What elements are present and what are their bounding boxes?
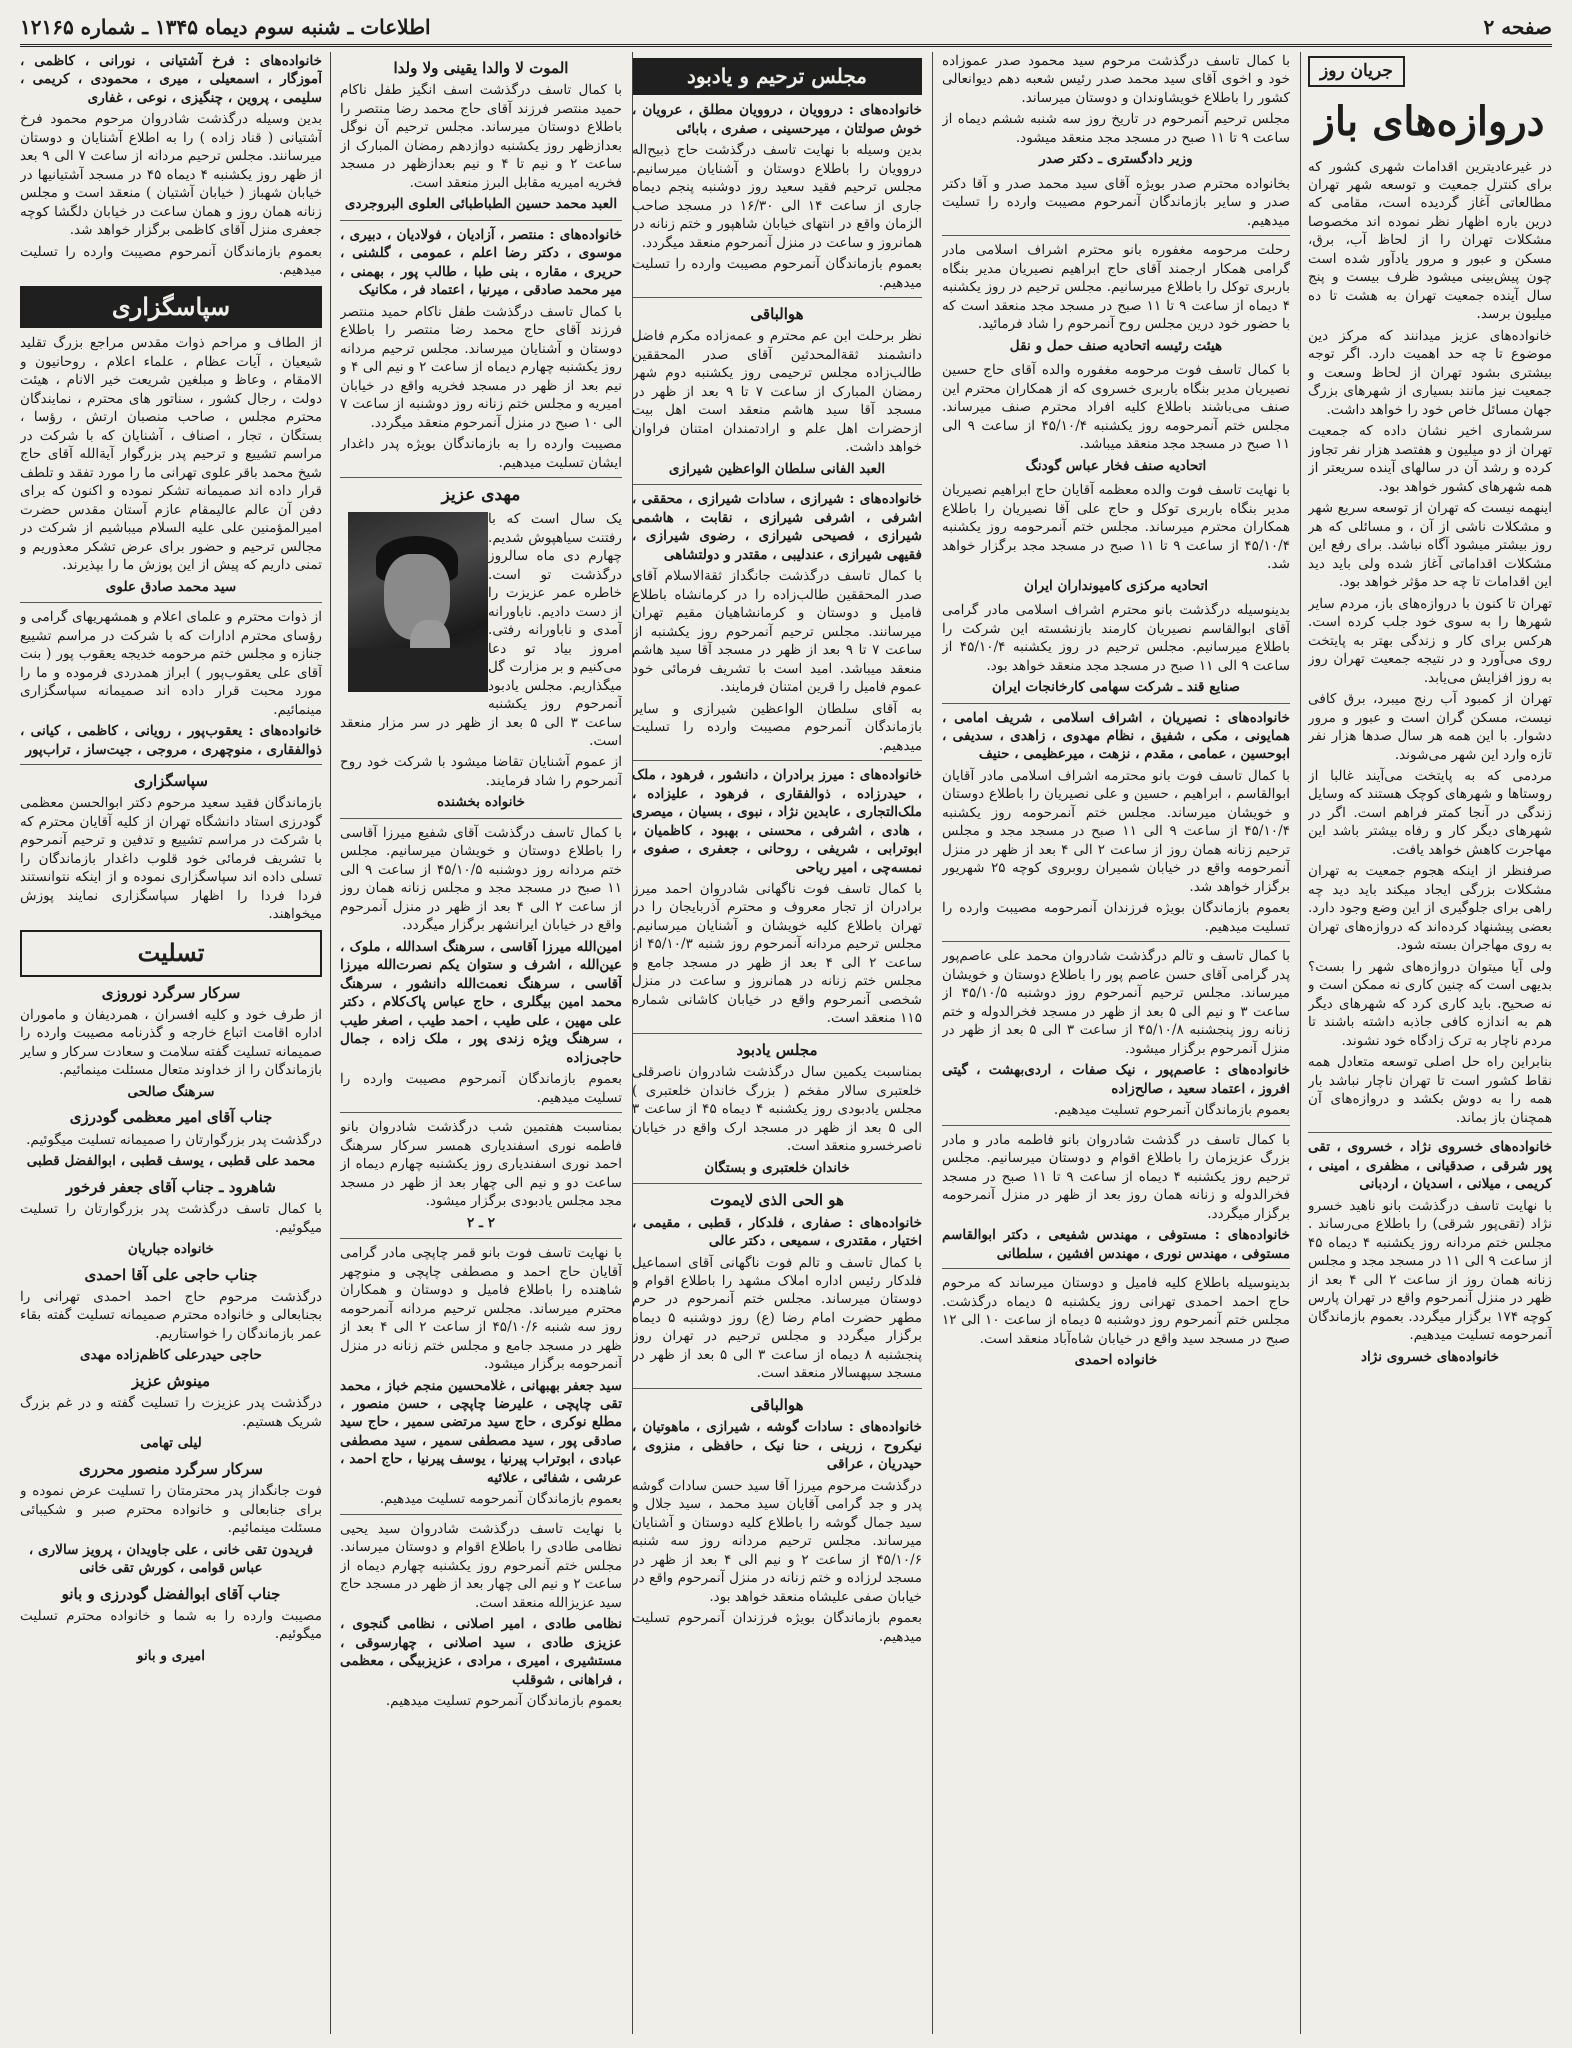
- notice-body: نظر برحلت ابن عم محترم و عمه‌زاده مکرم فاضل دانشمند ثقة‌المحدثین آقای صدر المحققین طالب‌زاده مجلس ترحیمی روز یکشنبه دوم شهر رمضان المبارک از ساعت ۷ تا ۹ بعد از ظهر در مسجد آقا سید هاشم منعقد است اهل بیت ازحضرات اهل علم و ارادتمندان امتنان فراوان خواهد داشت.: [632, 328, 922, 456]
- divider: [340, 1112, 622, 1113]
- notice-title: هوالباقی: [750, 305, 804, 324]
- condolence-body: فوت جانگداز پدر محترمتان را تسلیت عرض نموده و برای جنابعالی و خانواده محترم صبر و شکیبائی مسئلت مینمائیم.: [20, 1483, 322, 1537]
- divider: [942, 941, 1290, 942]
- masthead: [20, 10, 1552, 47]
- notice-title: مجلس یادبود: [736, 1040, 818, 1059]
- condolence-body: مصیبت وارده را به شما و خانواده محترم تسلیت میگوئیم.: [20, 1607, 322, 1643]
- paragraph: در غیرعادیترین اقدامات شهری کشور که برای کنترل جمعیت و توسعه شهر تهران مطالعاتی آغاز گردیده است، مقامی که درین باره اظهار نظر نموده اند مخصوصا مشکلات تهران را از لحاظ آب، برق، مسکن و عبور و مرور یادآور شده است چون پیش‌بینی میشود ظرف بیست و پنج سال آینده جمعیت تهران به هشت تا ده میلیون برسد.: [1308, 158, 1552, 323]
- condolence-recipient: جناب آقای ابوالفضل گودرزی و بانو: [61, 1584, 281, 1603]
- notice-body: با کمال تاسف درگذشت مرحوم سید محمود صدر عموزاده خود و اخوی آقای سید محمد صدر رئیس شعبه دهم دیوانعالی کشور را باطلاع خویشاوندان و دوستان میرساند.: [942, 53, 1290, 106]
- notice-body: از الطاف و مراحم ذوات مقدس مراجع بزرگ تقلید شیعیان ، آیات عظام ، علماء اعلام ، روحانیون و الامقام ، وعاظ و مبلغین شریعت خیر الانام ، هیئت دولت ، رجال کشور ، سناتور های محترم ، نمایندگان محترم مجلس ، صاحب منصبان ارتش ، رؤسا ، بستگان ، تجار ، اصناف ، آشنایان که با شرکت در مراسم تشییع و ترحیم پدر بزرگوار آیة‌الله آقای حاج شیخ محمد باقر علوی تهرانی ما را مورد تفقد و تلطف قرار داده اند صمیمانه تشکر نموده و اکنون که برای دفن آن عالم عالیمقام عازم آستان مقدس حضرت امیرالمؤمنین علی علیه السلام میباشیم از شرکت در مجالس ترحیم و حضور برای عرض تشکر معذوریم و تمنی داریم که پیش از این پوزش ما را بپذیرند.: [20, 335, 322, 574]
- notice-body: از ذوات محترم و علمای اعلام و همشهریهای گرامی و رؤسای محترم ادارات که با شرکت در مراسم تشییع جنازه و مجلس ختم مرحومه خدیجه یعقوب پور ( بنت آقای علی یعقوب‌پور ) ابراز همدردی فرموده و ما را مورد محبت قرار داده اند صمیمانه سپاسگزاری مینمائیم.: [20, 609, 322, 718]
- condolence-recipient: سرکار سرگرد منصور محرری: [79, 1459, 263, 1478]
- column-rule: [932, 52, 933, 2034]
- section-banner-memorials: مجلس ترحیم و یادبود: [632, 58, 922, 95]
- divider: [20, 764, 322, 765]
- column-rule: [632, 52, 633, 2034]
- divider: [340, 1514, 622, 1515]
- notice-heading: خانواده‌های : فرخ آشتیانی ، نورانی ، کاظمی ، آموزگار ، اسمعیلی ، میری ، محمودی ، کریمی ، سلیمی ، پروین ، چنگیزی ، نوعی ، غفاری: [20, 53, 322, 106]
- notice-body: با نهایت تاسف درگذشت شادروان سید یحیی نظامی طادی را باطلاع اقوام و دوستان میرساند. مجلس ختم آنمرحوم روز یکشنبه چهارم دیماه از ساعت ۲ و نیم الی چهار بعد از ظهر در مسجد حاج سید عزیزالله منعقد است.: [340, 1520, 622, 1611]
- divider: [942, 235, 1290, 236]
- condolence-recipient: شاهرود ـ جناب آقای جعفر فرخور: [66, 1177, 276, 1196]
- editorial-headline: دروازه‌های باز: [1315, 98, 1545, 146]
- notice-title: سپاسگزاری: [134, 772, 208, 791]
- paragraph: بنابراین راه حل اصلی توسعه متعادل همه نقاط کشور است تا تهران ناچار نباشد بار همه را به دوش بکشد و دروازه‌های آن همچنان باز بماند.: [1308, 1054, 1552, 1126]
- condolence-signature: سرهنگ صالحی: [127, 1083, 215, 1100]
- notice-signature: خانواده بخشنده: [436, 794, 526, 811]
- notice-body: با کمال تاسف و تالم فوت ناگهانی آقای اسماعیل فلدکار رئیس اداره املاک مشهد را باطلاع اقوام و دوستان میرساند. مجلس ختم آنمرحوم در حرم مطهر حضرت امام رضا (ع) روز دوشنبه ۵ دیماه برگزار میگردد و مجلس ترحیم در تهران روز پنجشنبه ۸ دیماه از ساعت ۳ الی ۵ بعد از ظهر در مسجد سپهسالار منعقد است.: [632, 1254, 922, 1382]
- notice-signature: اتحادیه مرکزی کامیونداران ایران: [1023, 577, 1209, 594]
- notice-heading: سید جعفر بهبهانی ، غلامحسین منجم خباز ، محمد تقی چاپچی ، علیرضا چاپچی ، حسن منصور ، مطلع نوکری ، حاج سید مرتضی سمیر ، حاج سید صادقی پور ، سید مصطفی سمیر ، سید مصطفی عبادی ، ابوتراب پیرنیا ، یوسف پیرنیا ، حاج احمد ، عرشی ، شفائی ، علائیه: [340, 1377, 622, 1486]
- notice-body: یک سال است که با رفتنت سیاهپوش شدیم. چهارم دی ماه سالروز درگذشت تو است. خاطره عمر عزیزت را از دست دادیم. ناباورانه آمدی و ناباورانه رفتی. امروز بیاد تو دعا می‌کنیم و بر مزارت گل میگذاریم. مجلس یادبود آنمرحوم روز یکشنبه ساعت ۳ الی ۵ بعد از ظهر در سر مزار منعقد است.: [340, 511, 622, 749]
- notice-body: از عموم آشنایان تقاضا میشود با شرکت خود روح آنمرحوم را شاد فرمایند.: [340, 754, 622, 789]
- divider: [1308, 1132, 1552, 1133]
- paragraph: خانواده‌های عزیز میدانند که مرکز دین موضوع تا چه حد اهمیت دارد. اگر توجه بیشتری بشود تهران از لحاظ وسعت و جمعیت نیز مانند بسیاری از شهرهای بزرگ جهان مسائل خاص خود را خواهد داشت.: [1308, 327, 1552, 418]
- notice-body: با کمال تاسف و تالم درگذشت شادروان محمد علی عاصم‌پور پدر گرامی آقای حسن عاصم پور را باطلاع دوستان و خویشان میرساند. مجلس ترحیم آنمرحوم روز دوشنبه ۴۵/۱۰/۵ از ساعت ۳ و نیم الی ۵ بعد از ظهر در مسجد فخرالدوله و ختم زنانه روز پنجشنبه ۴۵/۱۰/۸ از ساعت ۳ الی ۵ بعد از ظهر در منزل آنمرحوم برگزار میشود.: [942, 948, 1290, 1057]
- notice-heading: خانواده‌های خسروی نژاد ، خسروی ، تقی پور شرقی ، صدقیانی ، مظفری ، امینی ، کریمی ، میلانی ، اسدیان ، اردبانی: [1308, 1139, 1552, 1193]
- notice-signature: خانواده‌های خسروی نژاد: [1360, 1348, 1500, 1365]
- notice-body: بمناسبت یکمین سال درگذشت شادروان ناصرقلی خلعتبری سالار مفخم ( بزرگ خاندان خلعتبری ) مجلس یادبودی روز یکشنبه ۴ دیماه ۴۵ از ساعت ۳ الی ۵ بعد از ظهر در مسجد ارک واقع در خیابان ناصرخسرو منعقد است.: [632, 1064, 922, 1155]
- notice-signature: وزیر دادگستری ـ دکتر صدر: [1039, 151, 1193, 168]
- notice-heading: خانواده‌های : صفاری ، فلدکار ، قطبی ، مقیمی ، اختیار ، مقتدری ، سمیعی ، دکتر عالی: [632, 1214, 922, 1250]
- notice-body: رحلت مرحومه مغفوره بانو محترم اشراف اسلامی مادر گرامی همکار ارجمند آقای حاج ابراهیم نصیریان مدیر بنگاه باربری توکل را باطلاع میرسانیم. مجلس ترحیم در روز یکشنبه ۴ دیماه از ساعت ۹ تا ۱۱ صبح در مسجد مجد منعقد است که با حضور خود درین مجلس روح آنمرحوم را شاد فرمائید.: [942, 242, 1290, 333]
- paragraph: اینهمه نیست که تهران از توسعه سریع شهر و مشکلات ناشی از آن ، و مسائلی که هر روز بیشتر میشود آگاه نباشد. برای رفع این مشکلات اقداماتی آغاز شده ولی باید دید این اقدامات تا چه حد مؤثر خواهد بود.: [1308, 500, 1552, 591]
- paragraph: تهران تا کنون با دروازه‌های باز، مردم سایر شهرها را به سوی خود جلب کرده است. هرکس برای کار و زندگی بهتر به پایتخت روی می‌آورد و در نتیجه جمعیت تهران روز به روز افزایش می‌یابد.: [1308, 595, 1552, 686]
- notice-signature: اتحادیه صنف فخار عباس گودنگ: [1025, 457, 1207, 474]
- divider: [632, 484, 922, 485]
- column-obituaries-3: [340, 52, 622, 2034]
- section-banner-condolences: تسلیت: [20, 930, 322, 977]
- notice-signature: هیئت رئیسه اتحادیه صنف حمل و نقل: [1009, 337, 1223, 354]
- section-banner-thanks: سپاسگزاری: [20, 286, 322, 329]
- condolence-signature: حاجی حیدرعلی کاظم‌زاده مهدی: [80, 1347, 262, 1364]
- divider: [942, 1125, 1290, 1126]
- notice-signature: ۲ ـ ۲: [466, 1214, 496, 1231]
- notice-body: با کمال تاسف در گذشت شادروان بانو فاطمه مادر و مادر بزرگ عزیزمان را باطلاع اقوام و دوستان میرسانیم. مجلس ترحیم روز یکشنبه ۴ دیماه از ساعت ۹ تا ۱۱ صبح در مسجد فخرالدوله و زنانه همان روز بعد از ظهر در منزل آنمرحومه برگزار میگردد.: [942, 1131, 1290, 1222]
- condolence-signature: محمد علی قطبی ، یوسف قطبی ، ابوالفضل قطبی: [26, 1153, 316, 1170]
- notice-body: بدینوسیله باطلاع کلیه فامیل و دوستان میرساند که مرحوم حاج احمد احمدی تهرانی روز یکشنبه ۵ دیماه درگذشت. مجلس ختم آنمرحوم روز دوشنبه ۵ دیماه از ساعت ۱۰ الی ۱۲ صبح در مسجد سید واقع در خیابان شاه‌آباد منعقد است.: [942, 1275, 1290, 1347]
- condolence-signature: لیلی تهامی: [140, 1435, 202, 1452]
- notice-body: مصیبت وارده را به بازماندگان بویژه پدر داغدار ایشان تسلیت میدهیم.: [340, 436, 622, 471]
- condolence-recipient: جناب حاجی علی آقا احمدی: [84, 1265, 258, 1284]
- condolence-body: درگذشت پدر عزیزت را تسلیت گفته و در غم بزرگ شریک هستیم.: [20, 1395, 322, 1430]
- divider: [340, 1238, 622, 1239]
- column-obituaries-1: [942, 52, 1290, 2034]
- condolence-signature: امیری و بانو: [136, 1647, 206, 1664]
- page-number: صفحه ۲: [1483, 15, 1552, 39]
- notice-body: با کمال تاسف فوت بانو محترمه اشراف اسلامی مادر آقایان ابوالقاسم ، ابراهیم ، حسین و علی نصیریان را باطلاع دوستان و خویشان میرساند. مجلس ختم آنمرحومه روز یکشنبه ۴۵/۱۰/۴ از ساعت ۹ الی ۱۱ صبح در مسجد مجد و مجلس ترحیم زنانه همان روز از ساعت ۲ الی ۴ بعد از ظهر در منزل آنمرحومه واقع در خیابان شمیران روبروی کوچه ۲۵ شهریور برگزار خواهد شد.: [942, 767, 1290, 895]
- notice-body: بدین وسیله درگذشت شادروان مرحوم محمود فرخ آشتیانی ( قناد زاده ) را به اطلاع آشنایان و دوستان میرسانند. مجلس ترحیم مردانه از ساعت ۷ الی ۹ بعد از ظهر روز یکشنبه ۴ دیماه ۴۵ در مسجد آشتیانیها در خیابان شهباز ( خیابان آشتیان ) منعقد است و مجلس زنانه همان روز و همان ساعت در خیابان دلگشا کوچه جعفری منزل آقای کاظمی برگزار خواهد شد.: [20, 111, 322, 239]
- column-rule: [330, 52, 331, 2034]
- column-editorial: [1308, 52, 1552, 2034]
- portrait-photo: [348, 512, 488, 692]
- notice-title: مهدی عزیز: [441, 485, 521, 506]
- paragraph: صرفنظر از اینکه هجوم جمعیت به تهران مشکلات بزرگی ایجاد میکند باید دید چه راهی برای جلوگیری از این وضع وجود دارد. بعضی پیشنهاد کرده‌اند که دروازه‌های تهران به روی مهاجران بسته شود.: [1308, 863, 1552, 954]
- condolence-signature: فریدون تقی خانی ، علی جاویدان ، پرویز سالاری ، عباس قوامی ، کورش تقی خانی: [28, 1541, 314, 1577]
- divider: [632, 1033, 922, 1034]
- notice-signature: صنایع قند ـ شرکت سهامی کارخانجات ایران: [991, 679, 1241, 696]
- notice-signature: خانواده احمدی: [1074, 1352, 1158, 1368]
- notice-body: با نهایت تاسف فوت بانو قمر چاپچی مادر گرامی آقایان حاج احمد و مصطفی چاپچی و منوچهر شاهنده را باطلاع فامیل و دوستان و همکاران محترم میرساند. مجلس ترحیم مردانه آنمرحومه روز سه شنبه ۴۵/۱۰/۶ از ساعت ۲ الی ۴ بعد از ظهر در مسجد جامع و مجلس ختم زنانه در منزل آنمرحومه برگزار میشود.: [340, 1245, 622, 1373]
- column-obituaries-2: [632, 52, 922, 2034]
- notice-title: هو الحی الذی لایموت: [710, 1191, 844, 1210]
- notice-body: با کمال تاسف درگذشت اسف انگیز طفل ناکام حمید منتصر فرزند آقای حاج محمد رضا منتصر را باطلاع دوستان میرساند. مجلس ترحیم آن نوگل بعدازظهر روز یکشنبه دوازدهم رمضان المبارک از ساعت ۲ و نیم تا ۴ و نیم بعدازظهر در مسجد فخریه امیریه مقابل البرز منعقد است.: [340, 82, 622, 191]
- paragraph: سرشماری اخیر نشان داده که جمعیت تهران از دو میلیون و هفتصد هزار نفر تجاوز کرده و رشد آن در سالهای آینده سریعتر از همه شهرهای کشور خواهد بود.: [1308, 423, 1552, 495]
- notice-body: با نهایت تاسف فوت والده معظمه آقایان حاج ابراهیم نصیریان مدیر بنگاه باربری توکل و حاج علی آقا نصیریان را باطلاع همکاران محترم میرساند. مجلس ختم آنمرحومه روز یکشنبه ۴۵/۱۰/۴ از ساعت ۹ تا ۱۱ صبح در مسجد مجد برگزار خواهد شد.: [942, 482, 1290, 573]
- notice-body: بدین وسیله با نهایت تاسف درگذشت حاج ذبیح‌اله دروویان را باطلاع دوستان و آشنایان میرسانیم. مجلس ترحیم فقید سعید روز دوشنبه پنجم دیماه جاری از ساعت ۱۴ الی ۱۶/۳۰ در مسجد صاحب الزمان واقع در انتهای خیابان شاهپور و ختم زنانه در همانروز و ساعت در منزل آنمرحوم منعقد میگردد.: [632, 142, 922, 251]
- notice-body: بعموم بازماندگان آنمرحوم مصیبت وارده را تسلیت میدهیم.: [20, 243, 322, 279]
- paragraph: تهران از کمبود آب رنج میبرد، برق کافی نیست، مسکن گران است و عبور و مرور دشوار. با این همه هر سال صدها هزار نفر تازه وارد این شهر می‌شوند.: [1308, 691, 1552, 763]
- notice-title: هوالباقی: [750, 1395, 804, 1414]
- notice-heading: امین‌الله میرزا آقاسی ، سرهنگ اسدالله ، ملوک ، عین‌الله ، اشرف و ستوان یکم نصرت‌الله میرزا آقاسی ، سرهنگ نعمت‌الله دانشور ، سرهنگ محمد امین بیگلری ، حاج عباس پاک‌کلام ، دکتر علی مهین ، علی طیب ، احمد طیب ، اصغر طیب ، سرهنگ ویژه زندی پور ، ملک زاده ، جمال حاجی‌زاده: [340, 938, 622, 1066]
- notice-title: الموت لا والدا یقینی ولا ولدا: [393, 59, 569, 77]
- notice-body: به آقای سلطان الواعظین شیرازی و سایر بازماندگان آنمرحوم مصیبت وارده را تسلیت میدهیم.: [632, 700, 922, 754]
- divider: [340, 818, 622, 819]
- divider: [632, 760, 922, 761]
- issue-line: اطلاعات ـ شنبه سوم دیماه ۱۳۴۵ ـ شماره ۱۲۱۶۵: [20, 15, 431, 39]
- condolence-recipient: سرکار سرگرد نوروزی: [101, 983, 241, 1002]
- notice-body: با کمال تاسف فوت مرحومه مغفوره والده آقای حاج حسین نصیریان مدیر بنگاه باربری خسروی که از همکاران محترم این صنف می‌باشند باطلاع کلیه افراد محترم صنف میرساند. مجلس ختم آنمرحومه روز یکشنبه ۴۵/۱۰/۴ از ساعت ۹ الی ۱۱ صبح در مسجد مجد منعقد میباشد.: [942, 362, 1290, 453]
- notice-body: بعموم بازماندگان آنمرحوم تسلیت میدهیم.: [385, 1693, 622, 1710]
- notice-body: بمناسبت هفتمین شب درگذشت شادروان بانو فاطمه نوری اسفندیاری همسر سرکار سرهنگ احمد نوری اسفندیاری روز یکشنبه چهارم دیماه از ساعت دو و نیم الی چهار بعد از ظهر در مسجد مجد مجلس یادبودی برگزار میشود.: [340, 1119, 622, 1210]
- notice-heading: خانواده‌های : سادات گوشه ، شیرازی ، ماهوتیان ، نیکروح ، زرینی ، حنا نیک ، حافظی ، منزوی ، حیدریان ، عراقی: [632, 1419, 922, 1473]
- notice-body: بعموم بازماندگان آنمرحوم تسلیت میدهیم.: [1053, 1102, 1290, 1119]
- notice-body: بعموم بازماندگان آنمرحومه تسلیت میدهیم.: [379, 1491, 622, 1508]
- notice-body: مجلس ترحیم آنمرحوم در تاریخ روز سه شنبه ششم دیماه از ساعت ۹ تا ۱۱ صبح در مسجد مجد منعقد میشود.: [942, 111, 1290, 146]
- notice-body: بعموم بازماندگان آنمرحوم مصیبت وارده را تسلیت میدهیم.: [632, 256, 922, 291]
- paragraph: ولی آیا میتوان دروازه‌های شهر را بست؟ بدیهی است که چنین کاری نه ممکن است و نه صحیح. باید کاری کرد که شهرهای دیگر هم به اندازه کافی جاذبه داشته باشند تا مردم ناچار به ترک زادگاه خود نشوند.: [1308, 958, 1552, 1049]
- notice-body: با کمال تاسف درگذشت طفل ناکام حمید منتصر فرزند آقای حاج محمد رضا منتصر را باطلاع دوستان و آشنایان میرساند. مجلس ترحیم مردانه روز یکشنبه چهارم دیماه از ساعت ۲ و نیم الی ۴ و نیم بعد از ظهر در مسجد فخریه واقع در خیابان امیریه و مجلس ختم زنانه روز دوشنبه از ساعت ۷ الی ۱۰ صبح در منزل آنمرحوم منعقد میگردد.: [340, 303, 622, 431]
- condolence-body: از طرف خود و کلیه افسران ، همردیفان و ماموران اداره اقامت اتباع خارجه و گذرنامه مصیبت وارده را صمیمانه تسلیت گفته سلامت و سعادت سرکار و سایر بازماندگان را از خداوند متعال مسئلت مینمائیم.: [20, 1006, 322, 1079]
- notice-heading: خانواده‌های : منتصر ، آزادیان ، فولادیان ، دبیری ، موسوی ، دکتر رضا اعلم ، عمومی ، گلشنی ، حریری ، مقاره ، بنی طبا ، طالب پور ، بهمنی ، میر محمد صادقی ، میرنیا ، اعتماد فر ، مکانیک: [340, 226, 622, 299]
- notice-signature: العبد الفانی سلطان الواعظین شیرازی: [668, 460, 886, 477]
- divider: [942, 1268, 1290, 1269]
- paragraph: مردمی که به پایتخت می‌آیند غالبا از روستاها و شهرهای کوچک هستند که وسایل زندگی در آنجا کمتر فراهم است. اگر در شهرهای دیگر کار و رفاه بیشتر باشد این مهاجرت کاهش خواهد یافت.: [1308, 768, 1552, 858]
- condolence-signature: خانواده جباریان: [127, 1241, 215, 1258]
- notice-heading: نظامی طادی ، امیر اصلانی ، نظامی گنجوی ، عزیزی طادی ، سید اصلانی ، چهارسوقی ، مستشیری ، امیری ، مرادی ، عزیزبیگی ، معظمی ، فراهانی ، شوقلب: [340, 1616, 622, 1688]
- notice-heading: خانواده‌های : نصیریان ، اشراف اسلامی ، شریف امامی ، همایونی ، مکی ، شفیق ، نظام مهدوی ، زاهدی ، سدیفی ، ابوحسین ، عمامی ، مقدم ، نزهت ، میرعظیمی ، حنیف: [942, 709, 1290, 763]
- notice-heading: خانواده‌های : شیرازی ، سادات شیرازی ، محققی ، اشرفی ، اشرفی شیرازی ، نقابت ، هاشمی شیرازی ، فصیحی شیرازی ، رضوی شیرازی ، فقیهی شیرازی ، عندلیبی ، مقتدر و دولتشاهی: [632, 491, 922, 563]
- notice-heading: خانواده‌های : دروویان ، دروویان مطلق ، عرویان ، خوش صولتان ، میرحسینی ، صفری ، بابائی: [632, 102, 922, 137]
- divider: [340, 220, 622, 221]
- notice-heading: خانواده‌های : عاصم‌پور ، نیک صفات ، اردی‌بهشت ، گیتی افروز ، اعتماد سعید ، صالح‌زاده: [942, 1062, 1290, 1097]
- divider: [20, 602, 322, 603]
- notice-body: بازماندگان فقید سعید مرحوم دکتر ابوالحسن معظمی گودرزی استاد دانشگاه تهران از کلیه آقایان محترم که با شرکت در مراسم تشییع و تدفین و ترحیم آنمرحوم با تشریف فرمائی خود قلوب داغدار بازماندگان را تسلی داده اند سپاسگزاری نموده و از اینکه نتوانستند فردا فردا را اظهار سپاسگزاری نمایند پوزش میخواهند.: [20, 795, 322, 923]
- notice-signature: سید محمد صادق علوی: [105, 578, 237, 595]
- notice-body: بعموم بازماندگان بویژه فرزندان آنمرحومه مصیبت وارده را تسلیت میدهیم.: [942, 900, 1290, 935]
- portrait-body: [348, 648, 488, 692]
- notice-body: با کمال تاسف درگذشت آقای شفیع میرزا آقاسی را باطلاع دوستان و خویشان میرسانیم. مجلس ختم مردانه روز دوشنبه ۴۵/۱۰/۵ از ساعت ۹ الی ۱۱ صبح در مسجد مجد و مجلس زنانه همان روز از ساعت ۲ الی ۴ بعد از ظهر در منزل آنمرحوم واقع در خیابان ایرانشهر برگزار میگردد.: [340, 824, 622, 934]
- divider: [942, 703, 1290, 704]
- column-rule: [1300, 52, 1301, 2034]
- condolence-recipient: مینوش عزیز: [131, 1371, 211, 1390]
- divider: [632, 1388, 922, 1389]
- condolence-body: درگذشت مرحوم حاج احمد احمدی تهرانی را بجنابعالی و خانواده محترم صمیمانه تسلیت گفته بقاء عمر بازماندگان را خواستاریم.: [20, 1288, 322, 1342]
- notice-heading: خانواده‌های : مستوفی ، مهندس شفیعی ، دکتر ابوالقاسم مستوفی ، مهندس نوری ، مهندس افشین ، سلطانی: [942, 1227, 1290, 1262]
- condolence-recipient: جناب آقای امیر معظمی گودرزی: [69, 1108, 273, 1127]
- notice-signature: العبد محمد حسین الطباطبائی العلوی البروجردی: [344, 196, 618, 213]
- notice-heading: خانواده‌های : یعقوب‌پور ، رویانی ، کاظمی ، کیانی ، ذوالفقاری ، منوچهری ، مروجی ، جیت‌ساز ، تراب‌پور: [20, 723, 322, 758]
- notice-body: با نهایت تاسف درگذشت بانو ناهید خسرو نژاد (تقی‌پور شرقی) را باطلاع می‌رساند . مجلس ختم مردانه روز یکشنبه ۴ دیماه ۴۵ از ساعت ۹ الی ۱۱ در مسجد مجد و مجلس زنانه همان روز از ساعت ۲ الی ۴ بعد از ظهر در منزل آنمرحوم واقع در تهران پارس کوچه ۱۷۴ برگزار میگردد. بعموم بازماندگان آنمرحومه تسلیت میدهیم.: [1308, 1197, 1552, 1344]
- column-acknowledgements: [20, 52, 322, 2034]
- notice-body: با کمال تاسف فوت ناگهانی شادروان احمد میرز برادران از تجار معروف و محترم آذربایجان را در تهران باطلاع کلیه خویشان و آشنایان میرسانیم. مجلس ترحیم مردانه آنمرحوم روز شنبه ۴۵/۱۰/۳ از ساعت ۲ الی ۴ بعد از ظهر در مسجد جامع و مجلس ختم زنانه در همانروز و ساعت در منزل شخصی آنمرحوم واقع در خیابان کاشانی شماره ۱۱۵ منعقد است.: [632, 880, 922, 1027]
- column-rubric: جریان روز: [1308, 56, 1405, 87]
- divider: [632, 297, 922, 298]
- notice-body: بعموم بازماندگان آنمرحوم مصیبت وارده را تسلیت میدهیم.: [340, 1071, 622, 1106]
- notice-body: درگذشت مرحوم میرزا آقا سید حسن سادات گوشه پدر و جد گرامی آقایان سید محمد ، سید جلال و سید جمال گوشه را باطلاع کلیه دوستان و آشنایان میرساند. مجلس ترحیم مردانه روز سه شنبه ۴۵/۱۰/۶ از ساعت ۲ و نیم الی ۴ بعد از ظهر در مسجد لرزاده و ختم زنانه در منزل آنمرحوم واقع در خیابان صفی علیشاه منعقد خواهد بود.: [632, 1477, 922, 1605]
- notice-signature: خاندان خلعتبری و بستگان: [704, 1159, 850, 1176]
- notice-body: بعموم بازماندگان بویژه فرزندان آنمرحوم تسلیت میدهیم.: [632, 1610, 922, 1645]
- divider: [632, 1183, 922, 1184]
- notice-body: بخانواده محترم صدر بویژه آقای سید محمد صدر و آقا دکتر صدر و سایر بازماندگان آنمرحوم مصیبت وارده را تسلیت میدهیم.: [942, 175, 1290, 229]
- notice-body: بدینوسیله درگذشت بانو محترم اشراف اسلامی مادر گرامی آقای ابوالقاسم نصیریان کارمند بازنشسته این شرکت را باطلاع میرسانیم. مجلس ترحیم در روز یکشنبه ۴۵/۱۰/۴ از ساعت ۹ الی ۱۱ صبح در مسجد مجد منعقد خواهد بود.: [942, 602, 1290, 674]
- condolence-body: درگذشت پدر بزرگوارتان را صمیمانه تسلیت میگوئیم.: [26, 1131, 322, 1148]
- notice-heading: خانواده‌های : میرز برادران ، دانشور ، فرهود ، ملک ، حیدرزاده ، ذوالفقاری ، فرهود ، علیزاده ، ملک‌التجاری ، عابدین نژاد ، نبوی ، بسیان ، میصری ، هادی ، اشرفی ، محسنی ، بهبود ، کاظمیان ، ابوترابی ، شریفی ، روحانی ، جعفری ، صفوی ، نمسه‌چی ، امیر ریاحی: [632, 767, 922, 876]
- notice-body: با کمال تاسف درگذشت جانگداز ثقة‌الاسلام آقای صدر المحققین طالب‌زاده را در کرمانشاه باطلاع فامیل و دوستان و کرمانشاهیان مقیم تهران میرسانند. مجلس ترحیم آنمرحوم روز یکشنبه از ساعت ۷ تا ۹ بعد از ظهر در مسجد آقا سید هاشم منعقد میباشد. امید است با تشریف فرمائی خود عموم فامیل را قرین امتنان فرمایند.: [632, 568, 922, 696]
- condolence-body: با کمال تاسف درگذشت پدر بزرگوارتان را تسلیت میگوئیم.: [20, 1201, 322, 1236]
- divider: [340, 477, 622, 478]
